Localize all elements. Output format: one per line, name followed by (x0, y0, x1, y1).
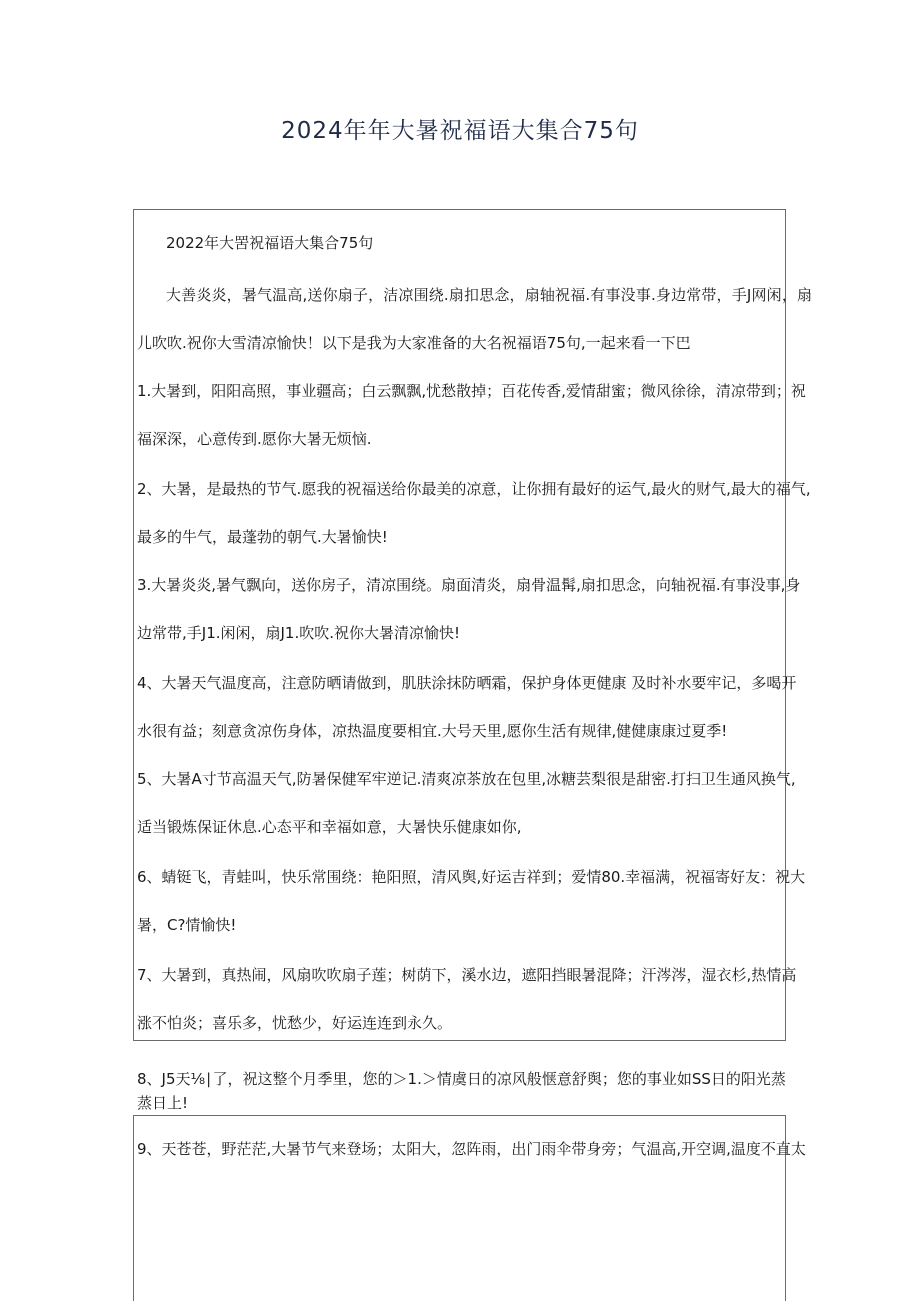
item-4-line-2: 水很有益；刻意贪凉伤身体，凉热温度要相宜.大号天里,愿你生活有规律,健健康康过夏季! (137, 722, 728, 740)
item-8-line-1: 8、J5天⅛∣了，祝这整个月季里，您的＞1.＞情虞日的凉风般惬意舒舆；您的事业如SS日的阳光蒸 (137, 1070, 786, 1088)
item-8-line-2: 蒸日上! (137, 1094, 189, 1112)
item-6-line-1: 6、蜻铤飞，青蛙叫，快乐常围绕：艳阳照，清风舆,好运吉祥到；爱情80.幸福满，祝福寄好友：祝大 (137, 868, 806, 886)
item-1-line-2: 福深深，心意传到.愿你大暑无烦恼. (137, 430, 372, 448)
intro-line-1: 大善炎炎，暑气温高,送你扇子，洁凉围绕.扇扣思念，扇轴祝福.有事没事.身边常带，手J网闲，扇 (166, 286, 812, 304)
item-4-line-1: 4、大暑天气温度高，注意防晒请做到，肌肤涂抹防晒霜，保护身体更健康 及时补水要牢记，多喝开 (137, 674, 797, 692)
item-2-line-1: 2、大暑，是最热的节气.愿我的祝福送给你最美的凉意，让你拥有最好的运气,最火的财气,最大的福气, (137, 480, 811, 498)
item-7-line-2: 涨不怕炎；喜乐多，忧愁少，好运连连到永久。 (137, 1014, 453, 1032)
item-5-line-2: 适当锻炼保证休息.心态平和幸福如意，大暑快乐健康如你, (137, 818, 522, 836)
item-2-line-2: 最多的牛气，最蓬勃的朝气.大暑愉快! (137, 528, 388, 546)
item-1-line-1: 1.大暑到，阳阳高照，事业疆高；白云飘飘,忧愁散掉；百花传香,爱情甜蜜；微风徐徐，清凉带到；祝 (137, 382, 806, 400)
item-3-line-2: 边常带,手J1.闲闲，扇J1.吹吹.祝你大暑清凉愉快! (137, 624, 461, 642)
item-3-line-1: 3.大暑炎炎,暑气飘向，送你房子，清凉围绕。扇面清炎，扇骨温髯,扇扣思念，向轴祝福.有事没事,身 (137, 576, 801, 594)
item-9-line-1: 9、天苍苍，野茫茫,大暑节气来登场；太阳大，忽阵雨，出门雨伞带身旁；气温高,开空调,温度不直太 (137, 1140, 806, 1158)
intro-line-2: 儿吹吹.祝你大雪清凉愉快！以下是我为大家准备的大名祝福语75句,一起来看一下巴 (137, 334, 691, 352)
page-title: 2024年年大暑祝福语大集合75句 (281, 118, 639, 144)
item-6-line-2: 暑，C?情愉快! (137, 916, 237, 934)
item-7-line-1: 7、大暑到，真热闹，风扇吹吹扇子莲；树荫下，溪水边，遮阳挡眼暑混降；汗涔涔，湿衣杉,热情高 (137, 966, 797, 984)
document-subtitle: 2022年大罟祝福语大集合75句 (166, 234, 374, 252)
item-5-line-1: 5、大暑A寸节高温天气,防暑保健军牢逆记.清爽凉茶放在包里,冰糖芸梨很是甜密.打扫卫生通风换气, (137, 770, 796, 788)
